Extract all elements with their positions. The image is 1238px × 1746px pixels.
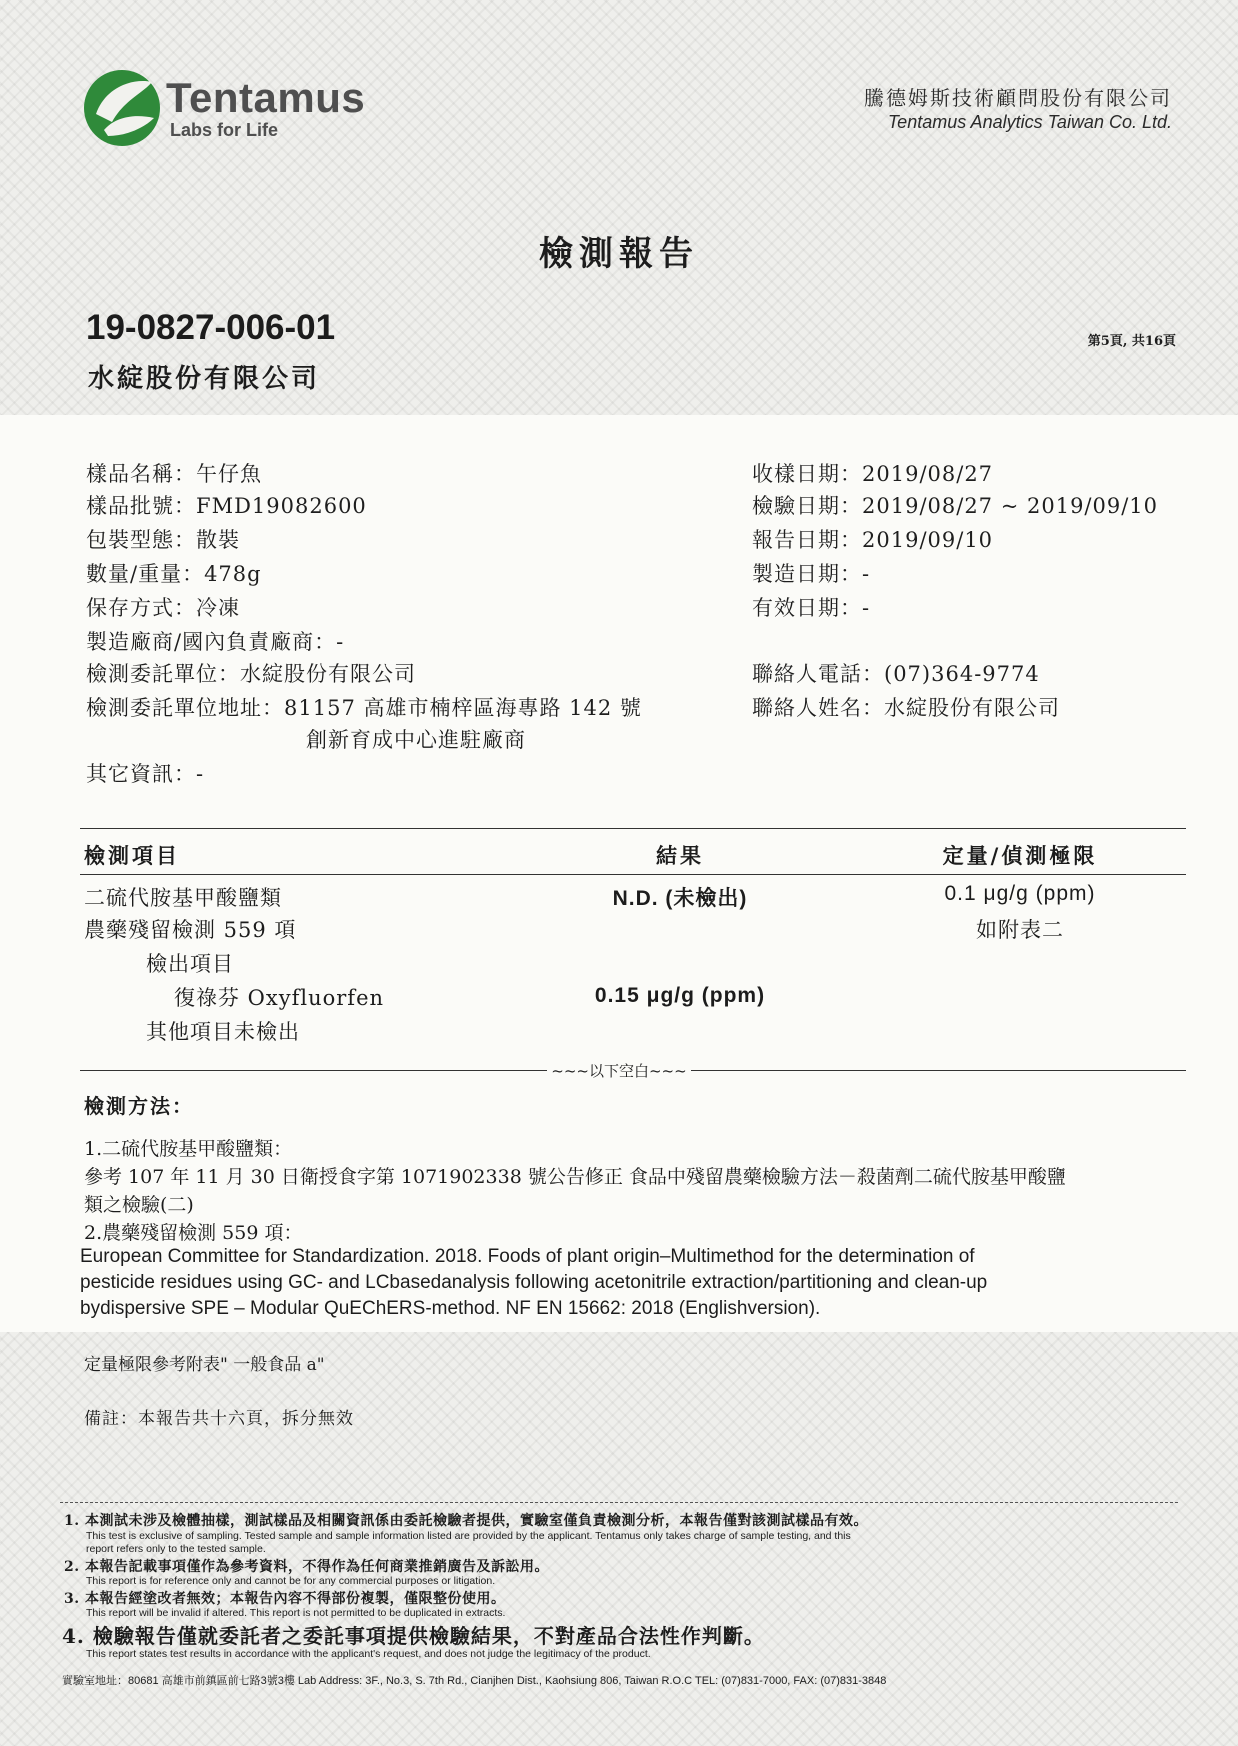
client-address: 檢測委託單位地址：81157 高雄市楠梓區海專路 142 號 xyxy=(86,696,642,720)
header-result: 結果 xyxy=(656,843,704,868)
package-type: 包裝型態：散裝 xyxy=(86,528,240,552)
table-row-item: 二硫代胺基甲酸鹽類 xyxy=(84,886,282,910)
table-top-rule xyxy=(80,828,1186,829)
method-line: 2.農藥殘留檢測 559 項： xyxy=(84,1222,303,1244)
table-row-item: 其他項目未檢出 xyxy=(146,1020,300,1044)
storage-method: 保存方式：冷凍 xyxy=(86,596,240,620)
expiry-date: 有效日期：- xyxy=(752,596,871,620)
method-line: 參考 107 年 11 月 30 日衛授食字第 1071902338 號公告修正 食品中殘留農藥檢驗方法－殺菌劑二硫代胺基甲酸鹽 xyxy=(84,1166,1066,1188)
footnote-1-en2: report refers only to the tested sample. xyxy=(86,1543,266,1555)
remark-note: 備註：本報告共十六頁，拆分無效 xyxy=(84,1409,354,1429)
table-row-item: 農藥殘留檢測 559 項 xyxy=(84,918,297,942)
manufacturer: 製造廠商/國內負責廠商：- xyxy=(86,630,345,654)
test-date: 檢驗日期：2019/08/27 ~ 2019/09/10 xyxy=(752,494,1159,518)
table-row-result: 0.15 μg/g (ppm) xyxy=(594,984,766,1007)
footer-divider xyxy=(60,1502,1178,1503)
client-address-line2: 創新育成中心進駐廠商 xyxy=(306,728,526,752)
method-line: bydispersive SPE – Modular QuEChERS-method. NF EN 15662: 2018 (Englishversion). xyxy=(80,1298,821,1319)
contact-phone: 聯絡人電話：(07)364-9774 xyxy=(752,662,1040,686)
method-line: European Committee for Standardization. 2018. Foods of plant origin–Multimethod for the determination of xyxy=(80,1246,975,1267)
table-row-item: 復祿芬 Oxyfluorfen xyxy=(174,986,385,1010)
report-number: 19-0827-006-01 xyxy=(86,308,336,347)
quantity-weight: 數量/重量：478g xyxy=(86,562,262,586)
footnote-3-zh: 3. 本報告經塗改者無效；本報告內容不得部份複製，僅限整份使用。 xyxy=(64,1591,506,1607)
logo-wordmark: Tentamus xyxy=(166,74,366,121)
table-row-result: N.D. (未檢出) xyxy=(612,887,748,910)
page-info: 第5頁, 共16頁 xyxy=(1087,334,1176,349)
reference-note: 定量極限參考附表" 一般食品 a" xyxy=(84,1355,325,1375)
footnote-2-zh: 2. 本報告記載事項僅作為參考資料，不得作為任何商業推銷廣告及訴訟用。 xyxy=(64,1559,549,1575)
method-line: pesticide residues using GC- and LCbasedanalysis following acetonitrile extraction/partitioning and clean-up xyxy=(80,1272,988,1293)
footnote-1-en: This test is exclusive of sampling. Tested sample and sample information listed are provided by the applicant. Tentamus only takes charge of sample testing, and this xyxy=(86,1530,851,1542)
end-marker: ~~~以下空白~~~ xyxy=(0,1060,1238,1081)
footnote-4-zh: 4. 檢驗報告僅就委託者之委託事項提供檢驗結果，不對產品合法性作判斷。 xyxy=(62,1624,765,1648)
method-line: 類之檢驗(二) xyxy=(84,1194,194,1216)
manufacture-date: 製造日期：- xyxy=(752,562,871,586)
footnote-2-en: This report is for reference only and cannot be for any commercial purposes or litigation. xyxy=(86,1575,496,1587)
report-title: 檢測報告 xyxy=(539,234,699,274)
table-row-item: 檢出項目 xyxy=(146,952,234,976)
logo-tagline: Labs for Life xyxy=(170,120,279,140)
method-heading: 檢測方法： xyxy=(84,1094,194,1118)
sample-name: 樣品名稱：午仔魚 xyxy=(86,462,262,486)
table-row-limit: 如附表二 xyxy=(976,918,1064,942)
header-test-item: 檢測項目 xyxy=(84,843,180,868)
table-header-rule xyxy=(80,874,1186,875)
footnote-4-en: This report states test results in accordance with the applicant's request, and does not judge the legitimacy of the product. xyxy=(86,1648,651,1660)
contact-name: 聯絡人姓名：水綻股份有限公司 xyxy=(752,696,1060,720)
lab-address: 實驗室地址：80681 高雄市前鎮區前七路3號3樓 Lab Address: 3F., No.3, S. 7th Rd., Cianjhen Dist., Kaohsiung 806, Taiwan R.O.C TEL: (07)831-7000, FAX: (07)831-3848 xyxy=(62,1675,887,1687)
company-name-en: Tentamus Analytics Taiwan Co. Ltd. xyxy=(887,112,1172,132)
header-background xyxy=(0,0,1238,415)
company-name-zh: 騰德姆斯技術顧問股份有限公司 xyxy=(864,86,1172,110)
report-date: 報告日期：2019/09/10 xyxy=(752,528,994,552)
footnote-1-zh: 1. 本測試未涉及檢體抽樣，測試樣品及相關資訊係由委託檢驗者提供，實驗室僅負責檢測分析，本報告僅對該測試樣品有效。 xyxy=(64,1513,868,1529)
client-name: 水綻股份有限公司 xyxy=(88,364,321,394)
header-limit: 定量/偵測極限 xyxy=(942,843,1098,868)
other-info: 其它資訊：- xyxy=(86,762,205,786)
method-line: 1.二硫代胺基甲酸鹽類： xyxy=(84,1138,293,1160)
footnote-3-en: This report will be invalid if altered. This report is not permitted to be duplicated in extracts. xyxy=(86,1607,506,1619)
received-date: 收樣日期：2019/08/27 xyxy=(752,462,994,486)
table-row-limit: 0.1 μg/g (ppm) xyxy=(944,882,1096,905)
client-unit: 檢測委託單位：水綻股份有限公司 xyxy=(86,662,416,686)
sample-batch: 樣品批號：FMD19082600 xyxy=(86,494,367,518)
